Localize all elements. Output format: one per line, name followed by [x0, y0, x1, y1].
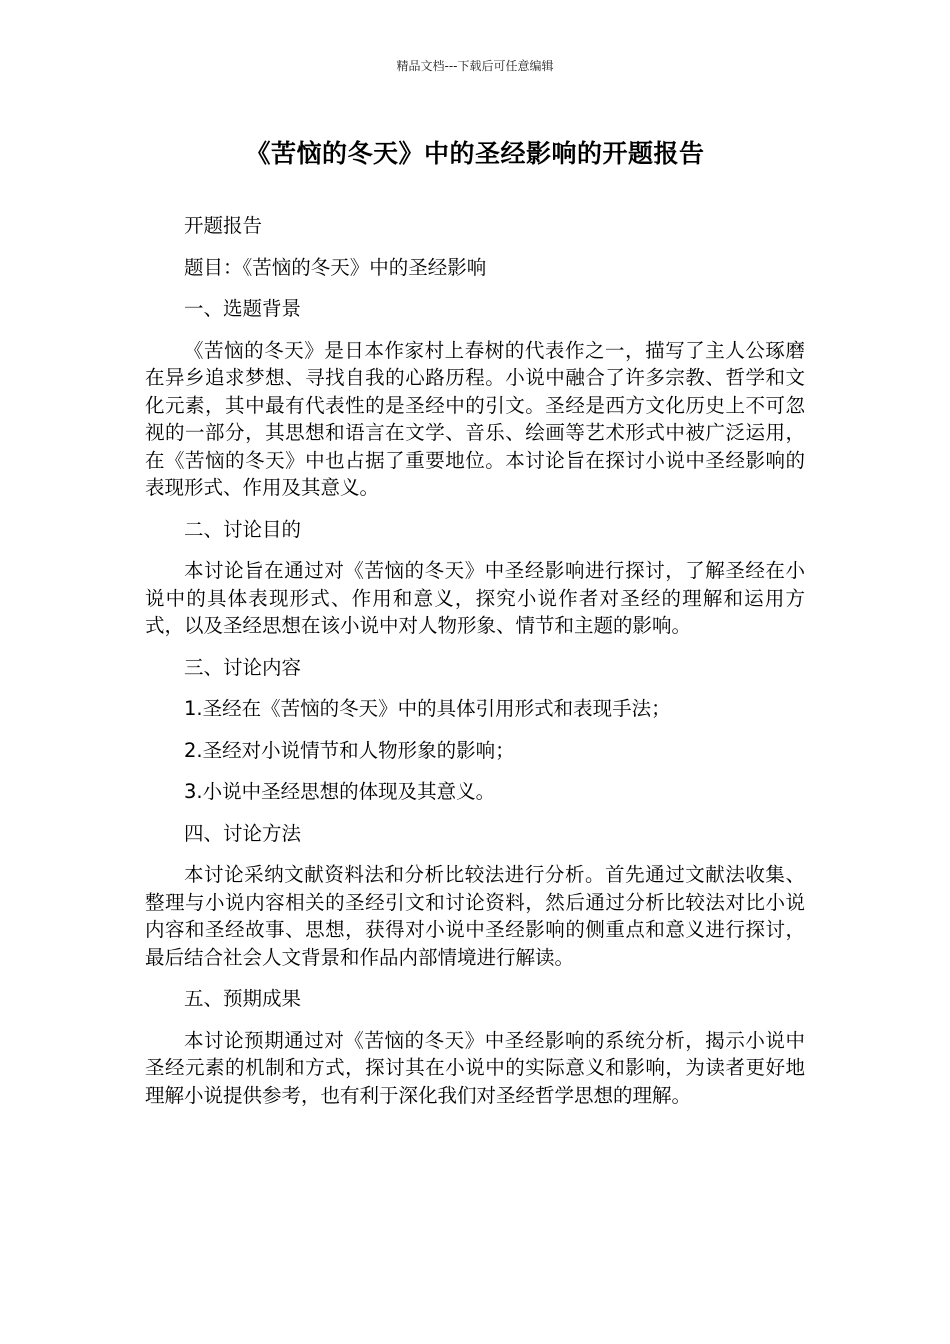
paragraph-topic: 题目：《苦恼的冬天》中的圣经影响	[184, 255, 487, 279]
paragraph-results: 本讨论预期通过对《苦恼的冬天》中圣经影响的系统分析，揭示小说中圣经元素的机制和方式，探讨其在小说中的实际意义和影响，为读者更好地理解小说提供参考，也有利于深化我们对圣经哲学思想的理解。	[145, 1028, 805, 1107]
section-heading-purpose: 二、讨论目的	[184, 517, 302, 541]
paragraph-method: 本讨论采纳文献资料法和分析比较法进行分析。首先通过文献法收集、整理与小说内容相关的圣经引文和讨论资料，然后通过分析比较法对比小说内容和圣经故事、思想，获得对小说中圣经影响的侧重点和意义进行探讨，最后结合社会人文背景和作品内部情境进行解读。	[145, 863, 805, 969]
section-heading-content: 三、讨论内容	[184, 655, 302, 679]
section-heading-results: 五、预期成果	[184, 987, 302, 1010]
paragraph-background: 《苦恼的冬天》是日本作家村上春树的代表作之一，描写了主人公琢磨在异乡追求梦想、寻找自我的心路历程。小说中融合了许多宗教、哲学和文化元素，其中最有代表性的是圣经中的引文。圣经是西方文化历史上不可忽视的一部分，其思想和语言在文学、音乐、绘画等艺术形式中被广泛运用，在《苦恼的冬天》中也占据了重要地位。本讨论旨在探讨小说中圣经影响的表现形式、作用及其意义。	[145, 338, 805, 499]
section-heading-method: 四、讨论方法	[184, 821, 302, 845]
list-item-content-2: 2.圣经对小说情节和人物形象的影响；	[184, 738, 515, 762]
document-body	[145, 212, 805, 1123]
section-heading-background: 一、选题背景	[184, 297, 302, 320]
list-item-content-3: 3.小说中圣经思想的体现及其意义。	[184, 780, 496, 803]
header-note: 精品文档---下载后可任意编辑	[396, 59, 554, 73]
document-title: 《苦恼的冬天》中的圣经影响的开题报告	[245, 139, 705, 168]
list-item-content-1: 1.圣经在《苦恼的冬天》中的具体引用形式和表现手法；	[184, 697, 671, 720]
paragraph-report-label: 开题报告	[184, 214, 263, 237]
paragraph-purpose: 本讨论旨在通过对《苦恼的冬天》中圣经影响进行探讨，了解圣经在小说中的具体表现形式、作用和意义，探究小说作者对圣经的理解和运用方式，以及圣经思想在该小说中对人物形象、情节和主题的影响。	[145, 559, 805, 637]
